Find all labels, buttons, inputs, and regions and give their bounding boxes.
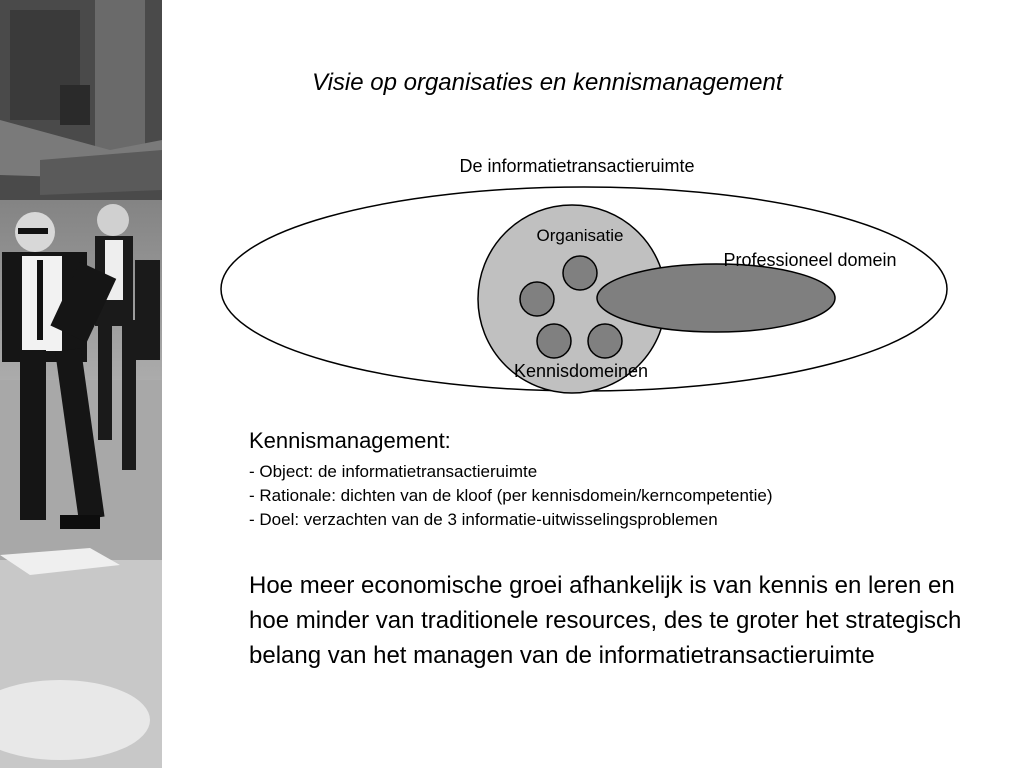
organisation-label: Organisatie <box>536 226 624 245</box>
knowledge-domain-circle <box>537 324 571 358</box>
list-item: - Object: de informatietransactieruimte <box>249 462 538 481</box>
professional-domain-label: Professioneel domein <box>723 250 897 270</box>
information-space-label: De informatietransactieruimte <box>459 156 695 176</box>
knowledge-domains-label: Kennisdomeinen <box>513 361 649 381</box>
slide-title: Visie op organisaties en kennismanagement <box>312 69 783 96</box>
conclusion-paragraph: Hoe meer economische groei afhankelijk is van kennis en leren en hoe minder van traditionele resources, des te groter het strategisch belang van het managen van de informatietransactieruimte <box>249 572 962 669</box>
knowledge-management-list <box>249 460 773 532</box>
knowledge-domain-circle <box>563 256 597 290</box>
list-item: - Doel: verzachten van de 3 informatie-uitwisselingsproblemen <box>249 510 718 529</box>
knowledge-management-heading: Kennismanagement: <box>249 428 451 453</box>
knowledge-domain-circle <box>520 282 554 316</box>
knowledge-domain-circle <box>588 324 622 358</box>
professional-domain-ellipse <box>597 264 835 332</box>
list-item: - Rationale: dichten van de kloof (per kennisdomein/kerncompetentie) <box>249 486 773 505</box>
